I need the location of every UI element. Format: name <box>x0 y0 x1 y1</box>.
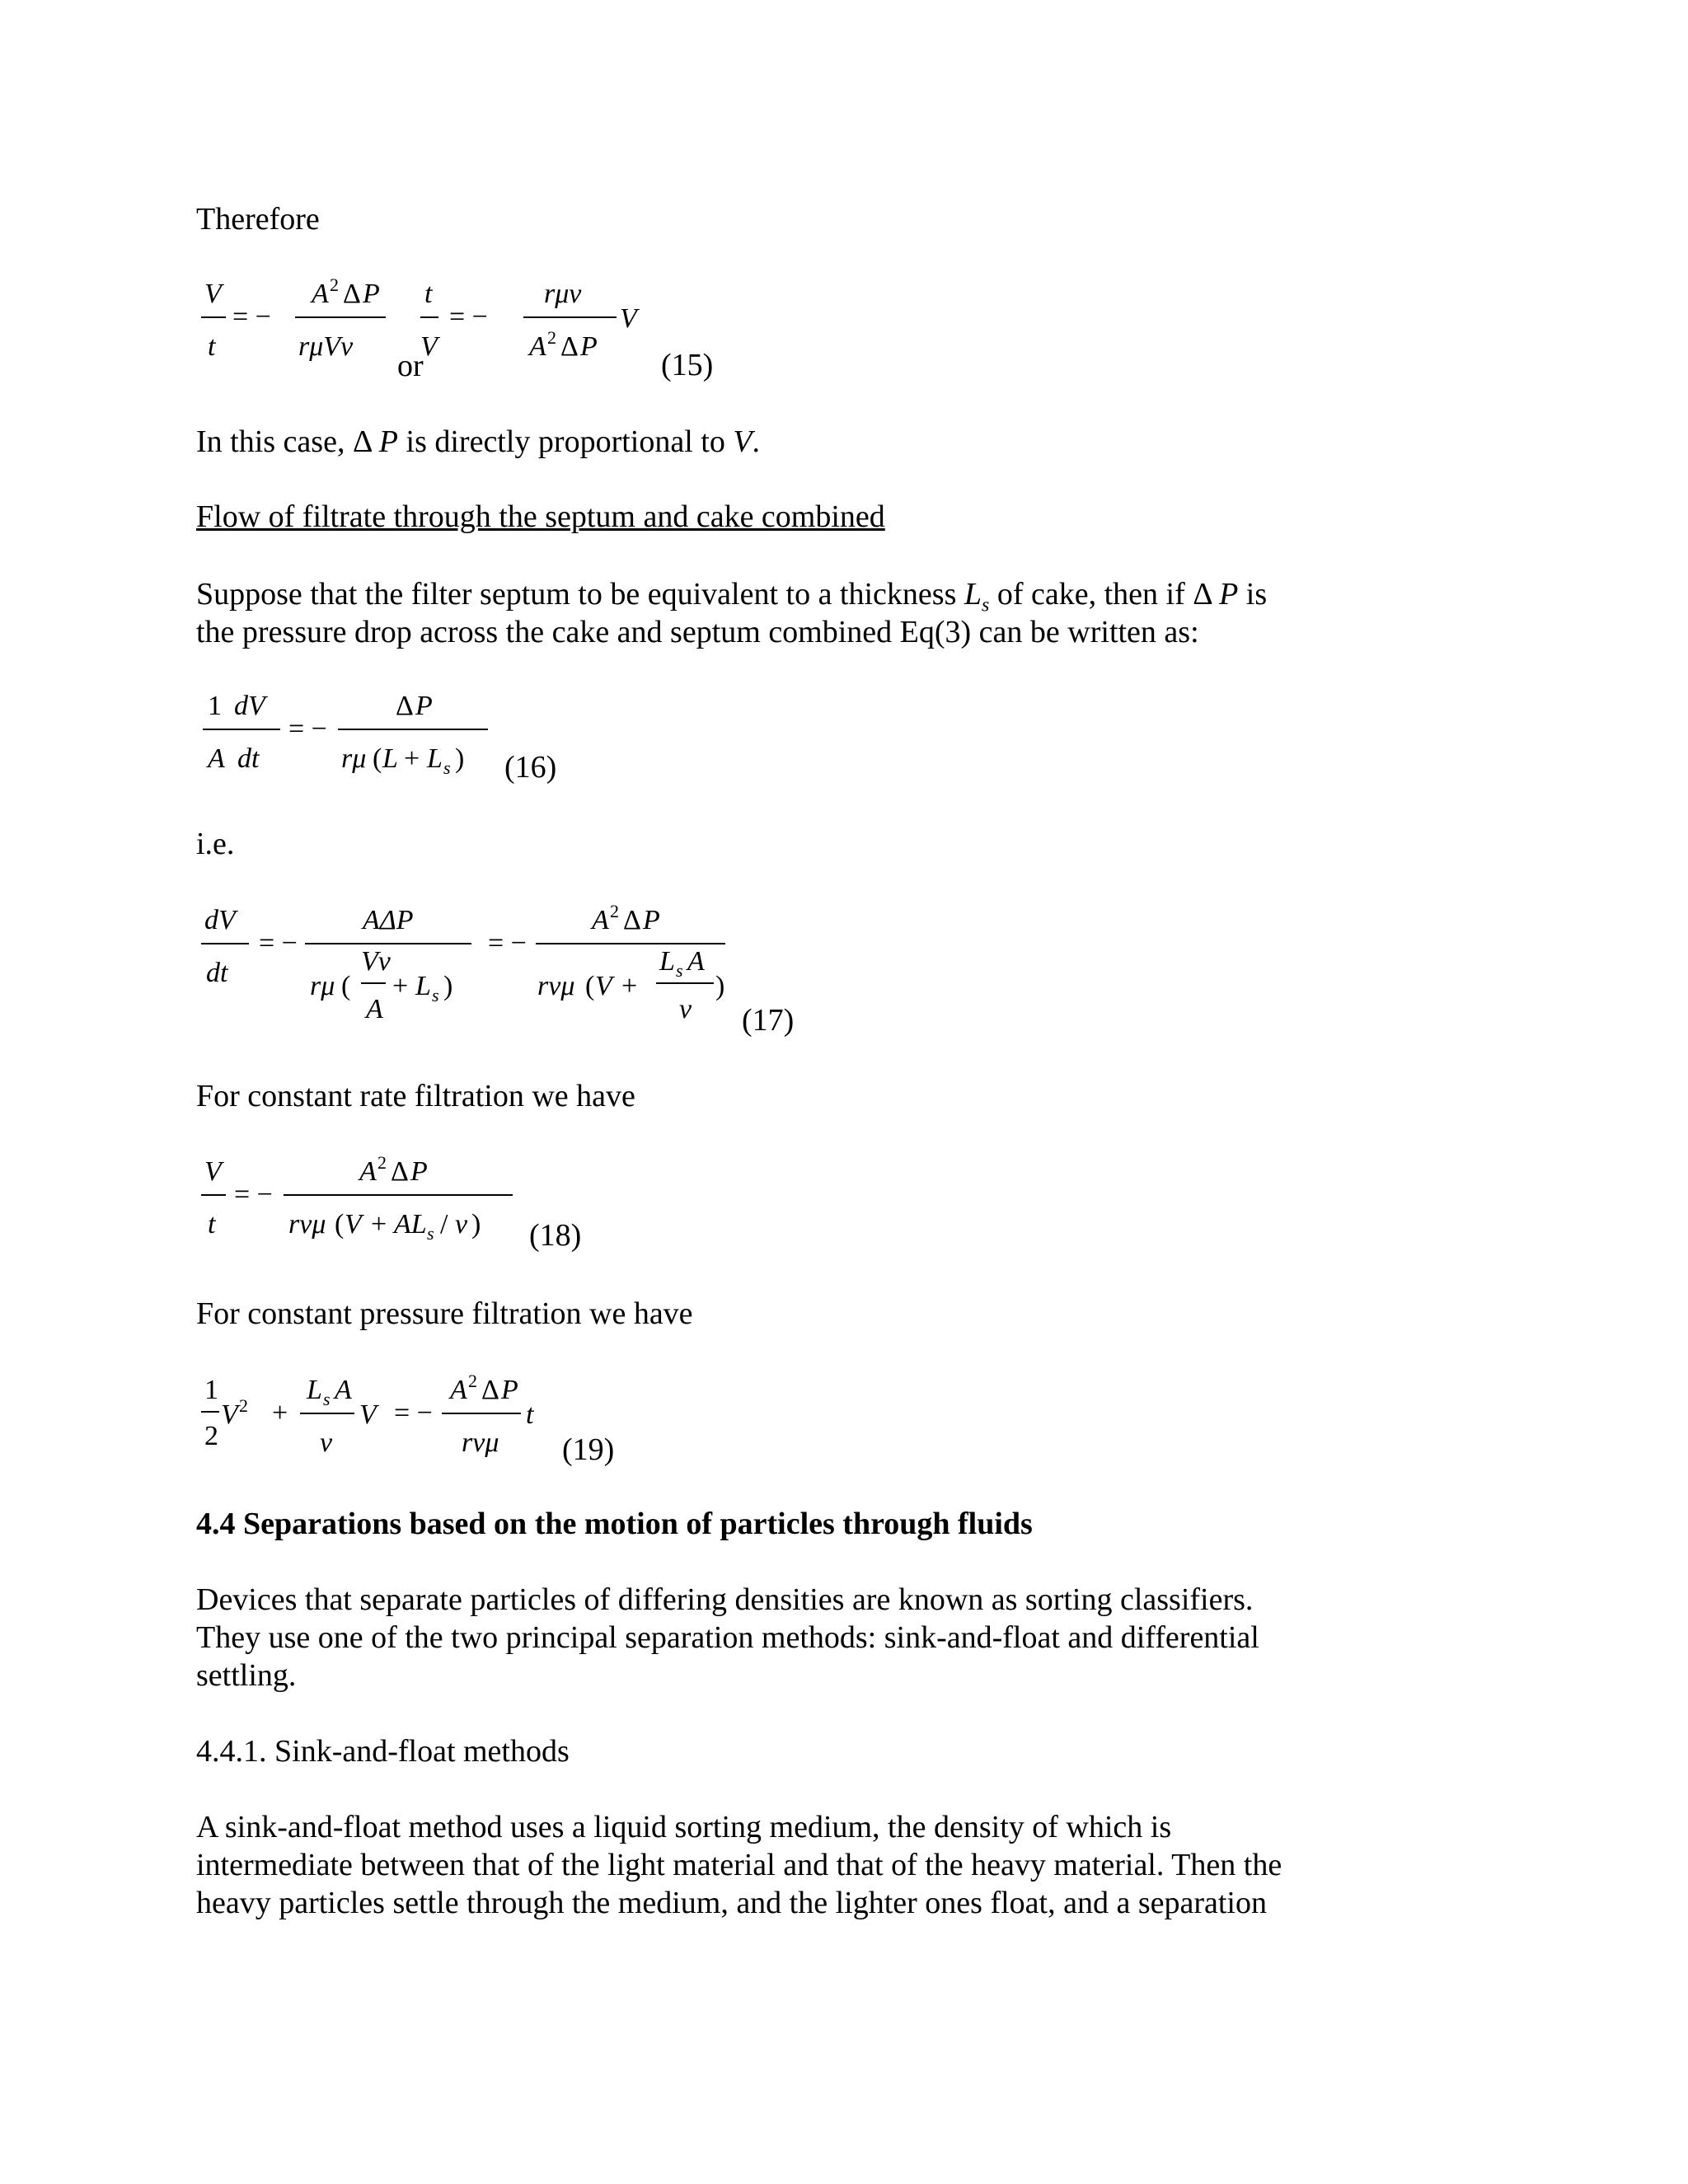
svg-text:= −: = − <box>234 1179 273 1210</box>
svg-text:rvμ: rvμ <box>537 971 575 1001</box>
equation-15 <box>198 276 725 375</box>
svg-text:Δ: Δ <box>343 279 361 309</box>
svg-text:1: 1 <box>208 691 222 721</box>
svg-text:L: L <box>307 1375 322 1405</box>
svg-text:= −: = − <box>488 928 527 958</box>
svg-text:rμVv: rμVv <box>298 331 354 362</box>
svg-text:): ) <box>715 971 725 1001</box>
svg-text:A: A <box>208 743 225 774</box>
svg-text:Δ: Δ <box>396 691 414 721</box>
svg-text:AL: AL <box>394 1209 427 1240</box>
svg-text:L: L <box>427 743 443 774</box>
equation-19 <box>198 1372 577 1471</box>
equation-17 <box>198 902 758 1043</box>
suppose-line-2: the pressure drop across the cake and septum combined Eq(3) can be written as: <box>196 615 1199 649</box>
svg-text:A: A <box>687 946 705 977</box>
svg-text:Vv: Vv <box>361 946 391 977</box>
svg-text:V: V <box>221 1399 238 1430</box>
suppose-text-a: Suppose that the filter septum to be equivalent to a thickness <box>196 577 964 612</box>
svg-text:A: A <box>335 1375 352 1405</box>
in-this-case-mid: is directly proportional to <box>398 424 734 459</box>
equation-16-number: (16) <box>504 750 557 785</box>
svg-text:2: 2 <box>547 327 556 348</box>
svg-text:(: ( <box>585 971 595 1001</box>
svg-text:P: P <box>580 331 598 362</box>
svg-text:dV: dV <box>204 905 236 935</box>
section-heading-flow: Flow of filtrate through the septum and cake combined <box>196 499 885 534</box>
svg-text:= −: = − <box>394 1398 433 1428</box>
heading-4-4: 4.4 Separations based on the motion of particles through fluids <box>196 1507 1033 1541</box>
svg-text:rvμ: rvμ <box>462 1427 499 1458</box>
in-this-case-end: . <box>752 424 761 459</box>
svg-text:= −: = − <box>259 928 298 958</box>
svg-text:Δ: Δ <box>623 905 641 935</box>
sink-line-1: A sink-and-float method uses a liquid sorting medium, the density of which is <box>196 1810 1172 1844</box>
suppose-ls-l: L <box>964 577 982 612</box>
svg-text:= −: = − <box>449 302 488 332</box>
svg-text:V: V <box>420 331 438 362</box>
svg-text:P: P <box>410 1156 428 1187</box>
svg-text:s: s <box>323 1389 331 1409</box>
svg-text:L: L <box>659 946 675 977</box>
in-this-case-prefix: In this case, Δ <box>196 424 379 459</box>
svg-text:t: t <box>526 1399 534 1430</box>
svg-text:s: s <box>443 757 451 778</box>
svg-text:+: + <box>621 971 638 1001</box>
svg-text:+: + <box>404 743 420 774</box>
svg-text:P: P <box>501 1375 518 1405</box>
svg-text:2: 2 <box>468 1371 477 1391</box>
svg-text:A: A <box>366 994 383 1024</box>
svg-text:+: + <box>392 971 409 1001</box>
svg-text:v: v <box>455 1209 468 1240</box>
svg-text:t: t <box>208 331 216 362</box>
therefore-text: Therefore <box>196 202 320 237</box>
equation-15-number: (15) <box>661 348 714 382</box>
svg-text:2: 2 <box>204 1421 218 1451</box>
devices-line-1: Devices that separate particles of differing densities are known as sorting classifiers. <box>196 1582 1254 1617</box>
suppose-text-b: of cake, then if Δ <box>989 577 1220 612</box>
svg-text:P: P <box>415 691 433 721</box>
svg-text:2: 2 <box>377 1152 387 1173</box>
svg-text:Δ: Δ <box>391 1156 409 1187</box>
svg-text:): ) <box>455 743 465 774</box>
svg-text:V: V <box>620 303 637 334</box>
svg-text:rμv: rμv <box>544 279 582 309</box>
svg-text:(: ( <box>373 743 382 774</box>
svg-text:= −: = − <box>232 302 271 332</box>
svg-text:V: V <box>359 1399 377 1430</box>
constant-pressure-text: For constant pressure filtration we have <box>196 1296 693 1331</box>
svg-text:P: P <box>643 905 660 935</box>
svg-text:dt: dt <box>237 743 260 774</box>
devices-line-3: settling. <box>196 1658 297 1693</box>
svg-text:s: s <box>427 1223 434 1244</box>
suppose-p: P <box>1219 577 1239 612</box>
svg-text:V: V <box>595 971 612 1001</box>
svg-text:rμ: rμ <box>310 971 335 1001</box>
svg-text:A: A <box>359 1156 377 1187</box>
svg-text:dt: dt <box>206 958 228 988</box>
svg-text:A: A <box>529 331 546 362</box>
svg-text:v: v <box>679 994 692 1024</box>
svg-text:Δ: Δ <box>481 1375 499 1405</box>
svg-text:2: 2 <box>330 274 339 295</box>
in-this-case-v: V <box>733 424 753 459</box>
equation-18-number: (18) <box>529 1218 582 1253</box>
svg-text:v: v <box>320 1427 333 1458</box>
svg-text:= −: = − <box>288 714 327 744</box>
in-this-case-p: P <box>378 424 399 459</box>
svg-text:s: s <box>432 985 439 1005</box>
svg-text:/: / <box>440 1209 448 1240</box>
sink-line-2: intermediate between that of the light material and that of the heavy material. Then the <box>196 1848 1282 1882</box>
svg-text:rvμ: rvμ <box>288 1209 326 1240</box>
svg-text:): ) <box>471 1209 481 1240</box>
svg-text:(: ( <box>341 971 351 1001</box>
svg-text:Δ: Δ <box>560 331 579 362</box>
svg-text:+: + <box>272 1398 288 1428</box>
svg-text:1: 1 <box>204 1375 218 1405</box>
constant-rate-text: For constant rate filtration we have <box>196 1079 635 1113</box>
svg-text:(: ( <box>335 1209 345 1240</box>
svg-text:V: V <box>204 1156 222 1187</box>
svg-text:A: A <box>312 279 329 309</box>
or-text: or <box>397 349 424 383</box>
equation-18 <box>198 1154 544 1253</box>
svg-text:t: t <box>208 1209 216 1240</box>
svg-text:dV: dV <box>234 691 265 721</box>
svg-text:2: 2 <box>239 1395 248 1416</box>
svg-text:A: A <box>450 1375 467 1405</box>
svg-text:A: A <box>592 905 609 935</box>
in-this-case-text <box>196 423 760 461</box>
svg-text:P: P <box>363 279 380 309</box>
svg-text:s: s <box>676 960 683 981</box>
equation-19-number: (19) <box>562 1432 615 1467</box>
svg-text:V: V <box>204 279 222 309</box>
ie-text: i.e. <box>196 827 235 861</box>
heading-4-4-1: 4.4.1. Sink-and-float methods <box>196 1734 570 1769</box>
devices-line-2: They use one of the two principal separation methods: sink-and-float and differential <box>196 1620 1259 1655</box>
svg-text:L: L <box>382 743 398 774</box>
svg-text:2: 2 <box>610 901 619 921</box>
svg-text:L: L <box>415 971 431 1001</box>
suppose-text-c: is <box>1238 577 1268 612</box>
equation-16 <box>198 688 544 787</box>
svg-text:): ) <box>443 971 453 1001</box>
equation-17-number: (17) <box>742 1003 795 1038</box>
svg-text:t: t <box>424 279 433 309</box>
svg-text:+: + <box>371 1209 387 1240</box>
svg-text:V: V <box>345 1209 362 1240</box>
svg-text:AΔP: AΔP <box>363 905 414 935</box>
suppose-ls-s: s <box>982 594 990 616</box>
svg-text:rμ: rμ <box>341 743 367 774</box>
sink-line-3: heavy particles settle through the medium, and the lighter ones float, and a separation <box>196 1886 1267 1920</box>
